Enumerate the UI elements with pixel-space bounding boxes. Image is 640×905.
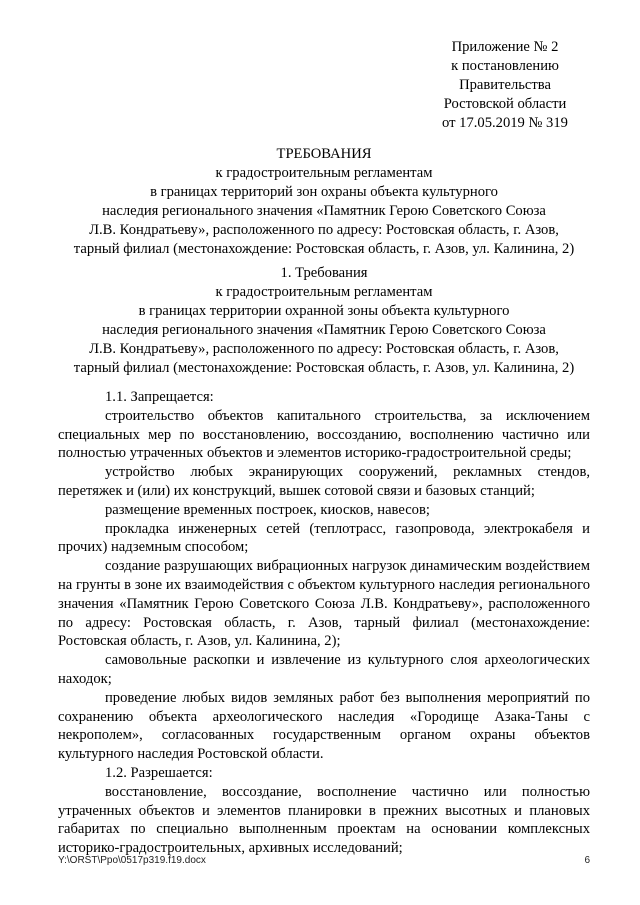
section-line: в границах территории охранной зоны объекта культурного (138, 303, 510, 319)
prohibited-heading: 1.1. Запрещается: (105, 389, 214, 405)
title-heading: ТРЕБОВАНИЯ (276, 146, 372, 162)
paragraph: устройство любых экранирующих сооружений, рекламных стендов, перетяжек и (или) их конструкций, вышек сотовой связи и базовых станций; (58, 464, 590, 499)
section-heading: 1. Требования (280, 265, 368, 281)
paragraph: самовольные раскопки и извлечение из культурного слоя археологических находок; (58, 652, 590, 687)
annex-region: Ростовской области (443, 96, 567, 112)
section-line: Л.В. Кондратьеву», расположенного по адресу: Ростовская область, г. Азов, (89, 341, 559, 357)
title-line: Л.В. Кондратьеву», расположенного по адресу: Ростовская область, г. Азов, (89, 222, 559, 238)
annex-to-resolution: к постановлению (451, 58, 559, 74)
page-number: 6 (584, 855, 590, 866)
paragraph: восстановление, воссоздание, восполнение частично или полностью утраченных объектов и элементов планировки в прежних высотных и плановых габаритах по специально выполненным проектам на основании комплексных историко-градостроительных, архивных исследований; (58, 783, 590, 857)
section-line: тарный филиал (местонахождение: Ростовская область, г. Азов, ул. Калинина, 2) (73, 360, 575, 376)
file-path: Y:\ORST\Ppo\0517p319.f19.docx (58, 855, 206, 866)
paragraph: строительство объектов капитального строительства, за исключением специальных мер по восстановлению, воссозданию, восполнению частично или полностью утраченных объектов и элементов историко-градостроительной среды; (58, 407, 590, 462)
section-line: к градостроительным регламентам (215, 284, 433, 300)
paragraph: размещение временных построек, киосков, навесов; (105, 501, 430, 518)
annex-block (420, 38, 590, 133)
annex-date-number: от 17.05.2019 № 319 (442, 115, 568, 131)
document-body (58, 388, 590, 858)
annex-number: Приложение № 2 (451, 39, 559, 55)
title-line: в границах территорий зон охраны объекта культурного (150, 184, 498, 200)
paragraph: прокладка инженерных сетей (теплотрасс, газопровода, электрокабеля и прочих) надземным способом; (58, 520, 590, 556)
permitted-heading: 1.2. Разрешается: (105, 764, 213, 781)
annex-government: Правительства (459, 77, 551, 93)
document-title (58, 145, 590, 259)
paragraph: проведение любых видов земляных работ без выполнения мероприятий по сохранению объекта археологического наследия «Городище Азака-Таны с некрополем», согласованных государственным органом охраны объектов культурного наследия Ростовской области. (58, 689, 590, 763)
title-line: наследия регионального значения «Памятник Герою Советского Союза (102, 203, 546, 219)
title-line: тарный филиал (местонахождение: Ростовская область, г. Азов, ул. Калинина, 2) (73, 241, 575, 257)
paragraph: создание разрушающих вибрационных нагрузок динамическим воздействием на грунты в зоне их взаимодействия с объектом культурного наследия регионального значения «Памятник Герою Советского Союза Л.В. Кондратьеву», расположенного по адресу: Ростовская область, г. Азов, тарный филиал (местонахождение: Ростовская область, г. Азов, ул. Калинина, 2); (58, 558, 590, 650)
title-line: к градостроительным регламентам (215, 165, 433, 181)
section-line: наследия регионального значения «Памятник Герою Советского Союза (102, 322, 546, 338)
section-1-title (58, 264, 590, 378)
